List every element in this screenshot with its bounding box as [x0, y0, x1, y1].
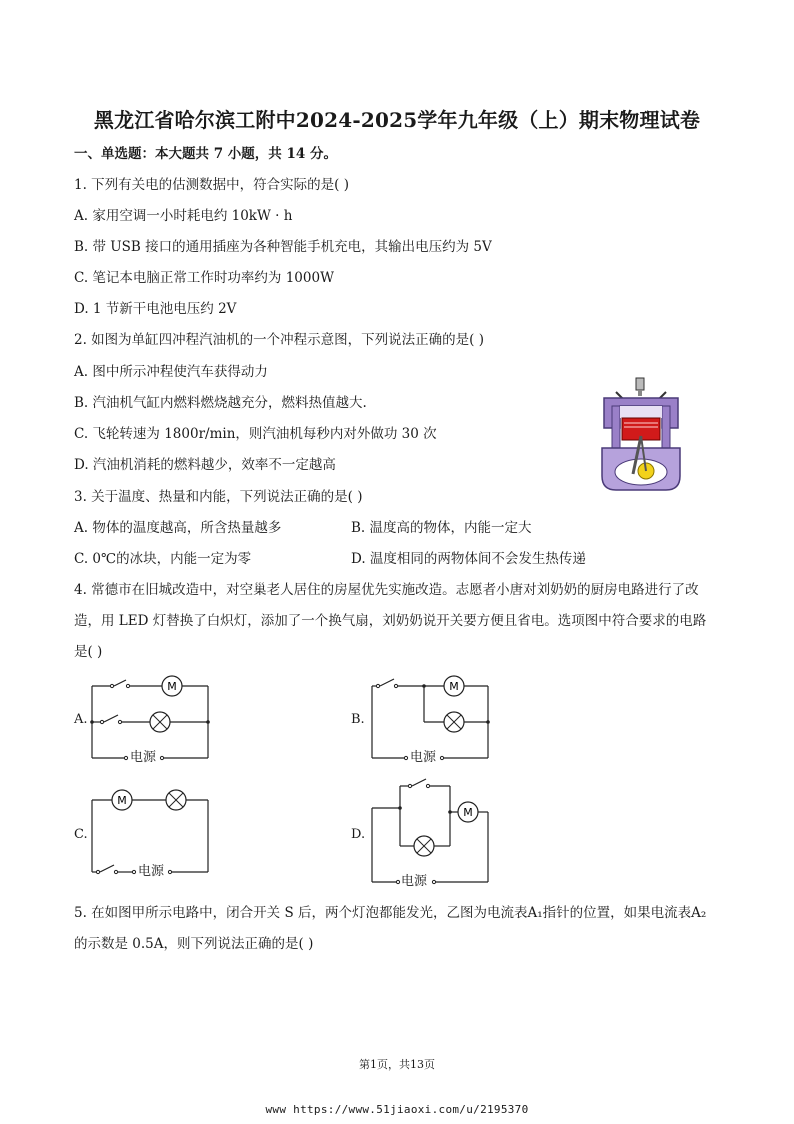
circuit-c [86, 786, 216, 890]
q2-option-b: B. 汽油机气缸内燃料燃烧越充分，燃料热值越大. [74, 395, 367, 411]
circuit-b [366, 672, 496, 776]
q3-option-a: A. 物体的温度越高，所含热量越多 [74, 520, 282, 536]
watermark-url: www https://www.51jiaoxi.com/u/2195370 [265, 1103, 529, 1116]
circuit-c-label: C. [74, 827, 88, 842]
q5-stem-line1: 5. 在如图甲所示电路中，闭合开关 S 后，两个灯泡都能发光，乙图为电流表A₁指针的位置，如果电流表A₂ [74, 905, 707, 921]
q2-stem: 2. 如图为单缸四冲程汽油机的一个冲程示意图，下列说法正确的是( ) [74, 332, 484, 348]
q2-option-c: C. 飞轮转速为 1800r/min，则汽油机每秒内对外做功 30 次 [74, 426, 437, 442]
power-label: 电源 [410, 750, 437, 765]
q4-stem-line3: 是( ) [74, 644, 103, 660]
circuit-b-label: B. [351, 712, 365, 727]
q1-option-b: B. 带 USB 接口的通用插座为各种智能手机充电，其输出电压约为 5V [74, 239, 492, 255]
q3-option-b: B. 温度高的物体，内能一定大 [351, 520, 532, 536]
circuit-a [86, 672, 216, 776]
power-label: 电源 [401, 874, 428, 889]
motor-icon: M [449, 680, 459, 693]
motor-icon: M [463, 806, 473, 819]
q1-stem: 1. 下列有关电的估测数据中，符合实际的是( ) [74, 177, 349, 193]
power-label: 电源 [130, 750, 157, 765]
q1-option-a: A. 家用空调一小时耗电约 10kW · h [74, 208, 293, 224]
q4-stem-line2: 造，用 LED 灯替换了白炽灯，添加了一个换气扇，刘奶奶说开关要方便且省电。选项图中符合要求的电路 [74, 613, 707, 629]
circuit-d [366, 776, 496, 890]
motor-icon: M [117, 794, 127, 807]
circuit-a-label: A. [74, 712, 88, 727]
circuit-d-label: D. [351, 827, 366, 842]
q3-option-d: D. 温度相同的两物体间不会发生热传递 [351, 551, 586, 567]
q4-stem-line1: 4. 常德市在旧城改造中，对空巢老人居住的房屋优先实施改造。志愿者小唐对刘奶奶的厨房电路进行了改 [74, 582, 699, 598]
q1-option-c: C. 笔记本电脑正常工作时功率约为 1000W [74, 270, 334, 286]
section-heading: 一、单选题：本大题共 7 小题，共 14 分。 [74, 146, 337, 162]
q1-option-d: D. 1 节新干电池电压约 2V [74, 301, 237, 317]
q2-option-a: A. 图中所示冲程使汽车获得动力 [74, 364, 268, 380]
q3-stem: 3. 关于温度、热量和内能，下列说法正确的是( ) [74, 489, 363, 505]
page-footer: 第1页，共13页 [359, 1058, 435, 1071]
engine-diagram [598, 376, 684, 494]
motor-icon: M [167, 680, 177, 693]
power-label: 电源 [138, 864, 165, 879]
q2-option-d: D. 汽油机消耗的燃料越少，效率不一定越高 [74, 457, 336, 473]
q3-option-c: C. 0℃的冰块，内能一定为零 [74, 551, 252, 567]
q5-stem-line2: 的示数是 0.5A，则下列说法正确的是( ) [74, 936, 314, 952]
page-title: 黑龙江省哈尔滨工附中2024-2025学年九年级（上）期末物理试卷 [93, 108, 701, 132]
